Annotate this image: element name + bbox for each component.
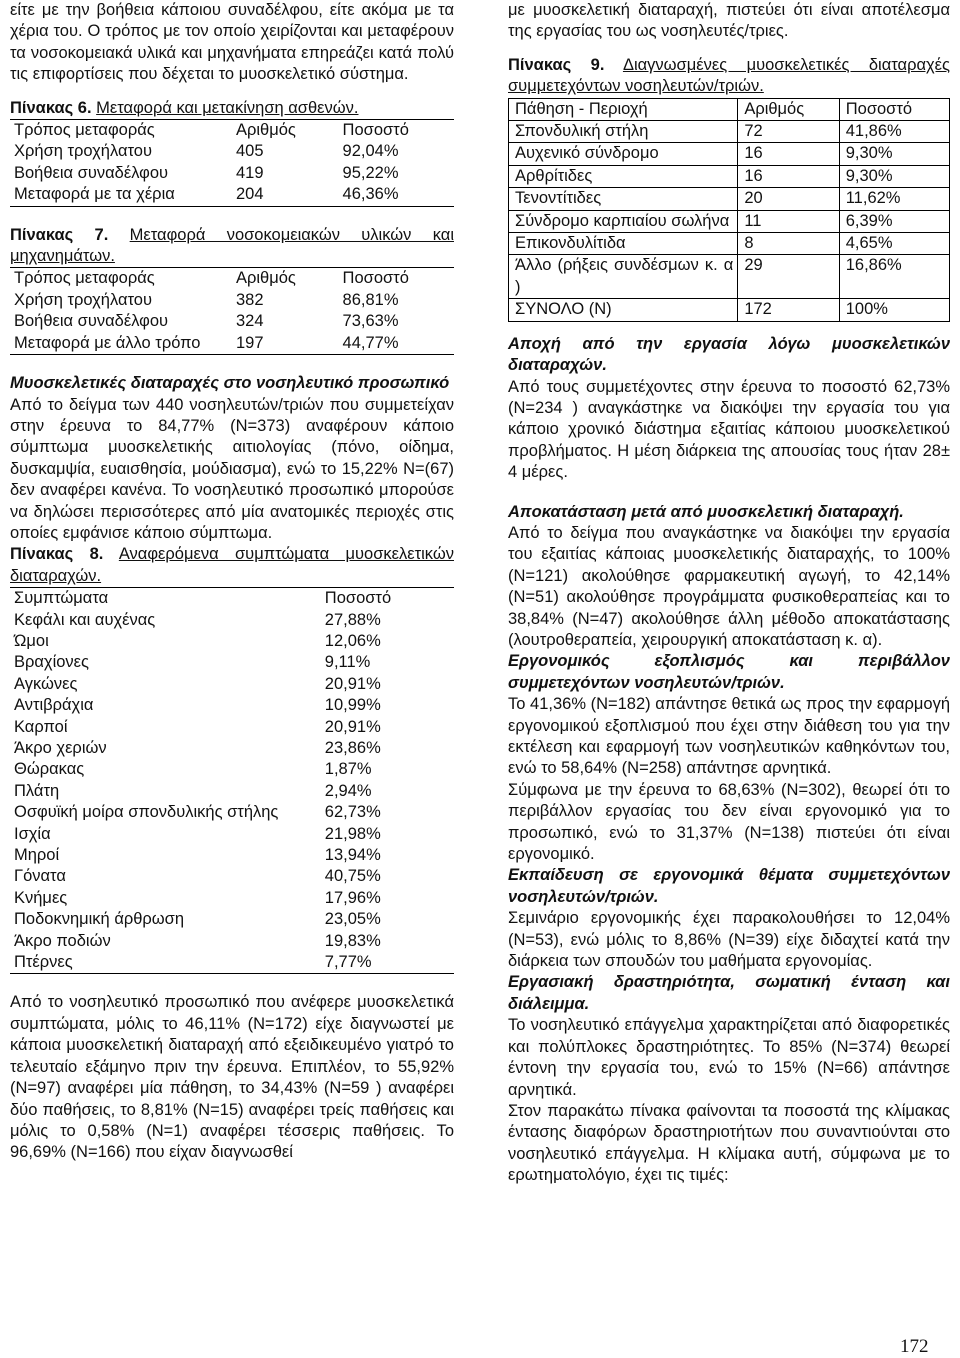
table-cell: 16,86% [839,255,949,299]
section-paragraph: Στον παρακάτω πίνακα φαίνονται τα ποσοστά της κλίμακας έντασης διαφόρων δραστηριοτήτων που συναντιούνται στο νοσηλευτικό επάγγελμα. Η κλίμακα αυτή, σύμφωνα με το ερωτηματολόγιο, έχει τις τιμές: [508,1101,950,1185]
table-cell: 7,77% [324,953,372,972]
section-paragraph: Το νοσηλευτικό επάγγελμα χαρακτηρίζεται από διαφορετικές και πολύπλοκες δραστηριότητες. Το 85% (Ν=374) θεωρεί έντονη την εργασία του, ενώ το 15% (Ν=66) απάντησε αρνητικά. [508,1016,950,1099]
table-cell: Άκρο χεριών [14,739,107,757]
table-cell: 2,94% [324,781,372,800]
table7-label: Πίνακας 7. [10,225,109,244]
table9 [508,98,950,322]
table-cell: 4,65% [839,233,949,255]
table-header-cell: Τρόπος μεταφοράς [14,121,155,140]
table-cell: Άκρο ποδιών [14,931,111,950]
table-header-cell: Πάθηση - Περιοχή [509,98,738,120]
table-header-cell: Ποσοστό [324,589,392,608]
table-cell: 62,73% [324,803,381,822]
table-cell: 382 [236,290,264,309]
table-row [10,695,454,716]
table-header-row [10,588,454,610]
table-row [10,652,454,673]
table-header-cell: Ποσοστό [342,269,409,288]
table-header-row [10,268,454,290]
table-header-cell: Αριθμός [738,98,839,120]
table-row [10,290,454,311]
table-row [10,717,454,738]
table-cell: 12,06% [324,631,381,650]
table-cell: 16 [738,165,839,187]
table9-caption [508,55,950,98]
section-heading: Αποκατάσταση μετά από μυοσκελετική διαταραχή. [508,502,904,521]
table-cell: Ώμοι [14,631,49,650]
table-cell: 92,04% [342,142,399,161]
table-cell: 23,86% [324,739,381,757]
table-cell: 324 [236,312,264,331]
table-cell: Σύνδρομο καρπιαίου σωλήνα [509,210,738,232]
section-paragraph: Σεμινάριο εργονομικής έχει παρακολουθήσει το 12,04% (Ν=53), ενώ μόλις το 8,86% (Ν=39) είχε διδαχτεί κατά την διάρκεια των σπουδών του μαθήματα εργονομίας. [508,909,950,971]
section-paragraph: Από το δείγμα που αναγκάστηκε να διακόψει την εργασία του εξαιτίας κάποιας μυοσκελετικής διαταραχής, το 100% (Ν=121) ακολούθησε φαρμακευτική αγωγή, το 42,14% (Ν=51) ακολούθησε προγράμματα φυσικοθεραπείας και το 38,84% (Ν=47) ακολούθησε άλλη μέθοδο αποκατάστασης (λουτροθεραπεία, χειρουργική αποκατάσταση κ. α). [508,523,950,649]
section-paragraph: Από τους συμμετέχοντες στην έρευνα το ποσοστό 62,73% (Ν=234 ) αναγκάστηκε να διακόψει την εργασία του για κάποιο χρονικό διάστημα εξαιτίας κάποιου μυοσκελετικού προβλήματος. Η μέση διάρκεια της απουσίας τους ήταν 28± 4 μέρες. [508,377,950,482]
table-cell: Σπονδυλική στήλη [509,121,738,143]
section-heading: Μυοσκελετικές διαταραχές στο νοσηλευτικό προσωπικό [10,374,450,393]
section-paragraph: Σύμφωνα με την έρευνα το 68,63% (Ν=302), θεωρεί ότι το περιβάλλον εργασίας του δεν είναι εργονομικό για το προσωπικό, ενώ το 31,37% (Ν=138) πιστεύει ότι είναι εργονομικό. [508,780,950,864]
table-cell: 10,99% [324,696,381,715]
table-cell: 21,98% [324,824,381,843]
table-cell: Χρήση τροχήλατου [14,142,153,161]
table-cell: ΣΥΝΟΛΟ (Ν) [509,299,738,321]
table-cell: 20,91% [324,717,381,736]
closing-paragraph: Από το νοσηλευτικό προσωπικό που ανέφερε μυοσκελετικά συμπτώματα, μόλις το 46,11% (Ν=172) είχε διαγνωστεί με κάποια μυοσκελετική διαταραχή από εξειδικευμένο γιατρό το τελευταίο εξάμηνο πριν την έρευνα. Επιπλέον, το 55,92% (Ν=97) αναφέρει μία πάθηση, το 34,43% (Ν=59 ) αναφέρει δύο παθήσεις, το 8,81% (Ν=15) αναφέρει τρείς παθήσεις και μόλις το 0,58% (Ν=1) αναφέρει τέσσερις παθήσεις. Το 96,69% (Ν=166) που είχαν διαγνωσθεί [10,993,454,1162]
table8-caption [10,544,454,587]
page-number: 172 [900,1336,929,1357]
table-cell: 100% [839,299,949,321]
table-row [10,888,454,909]
table-cell: Κεφάλι και αυχένας [14,610,156,629]
table-cell: 72 [738,121,839,143]
table6-caption [10,98,454,119]
table-row [10,952,454,974]
table-cell: 20,91% [324,674,381,693]
table-cell: Μεταφορά με άλλο τρόπο [14,333,201,352]
table-cell: Αντιβράχια [14,696,94,715]
table-row [10,781,454,802]
table-cell: Καρποί [14,717,68,736]
table-cell: 73,63% [342,312,399,331]
table-row [10,738,454,759]
table-row [509,255,950,299]
table-cell: 17,96% [324,888,381,907]
table-cell: 9,30% [839,143,949,165]
table-row [10,141,454,162]
table-cell: 13,94% [324,846,381,865]
table-cell: 16 [738,143,839,165]
table-header-cell: Αριθμός [236,269,296,288]
table-cell: Μεταφορά με τα χέρια [14,185,175,204]
table-cell: Οσφυϊκή μοίρα σπονδυλικής στήλης [14,803,279,822]
table-cell: Πλάτη [14,781,60,800]
table-header-cell: Αριθμός [236,121,296,140]
intro-paragraph: είτε με την βοήθεια κάποιου συναδέλφου, είτε ακόμα με τα χέρια του. Ο τρόπος με τον οποίο χειρίζονται και μεταφέρουν τα νοσοκομειακά υλικά και μηχανήματα επηρεάζει κατά πολύ τις επιφορτίσεις που δέχεται το μυοσκελετικό σύστημα. [10,1,454,84]
table-header-cell: Ποσοστό [839,98,949,120]
table-cell: Χρήση τροχήλατου [14,290,153,309]
table7 [10,267,454,355]
table-cell: Ισχία [14,824,51,843]
table-row [10,909,454,930]
table-row [509,188,950,210]
table-cell: 405 [236,142,264,161]
table-header-cell: Τρόπος μεταφοράς [14,269,155,288]
table-row [10,163,454,184]
table-header-cell: Ποσοστό [342,121,409,140]
table-cell: 27,88% [324,610,381,629]
table-cell: 29 [738,255,839,299]
table-cell: Κνήμες [14,888,68,907]
table8-title: Αναφερόμενα συμπτώματα μυοσκελετικών διαταραχών. [10,545,454,585]
table-cell: 6,39% [839,210,949,232]
table-cell: 20 [738,188,839,210]
table-cell: 204 [236,185,264,204]
table-row [509,233,950,255]
table-cell: Άλλο (ρήξεις συνδέσμων κ. α ) [509,255,738,299]
table-row [509,165,950,187]
table-cell: 9,11% [324,653,371,672]
table7-caption [10,225,454,268]
table-cell: 95,22% [342,163,399,182]
table-cell: Βραχίονες [14,653,89,672]
table-cell: 1,87% [324,760,372,779]
table-cell: 23,05% [324,910,381,929]
table-cell: 86,81% [342,290,399,309]
table-row [10,631,454,652]
table-header-row [509,98,950,120]
table-cell: Βοήθεια συναδέλφου [14,312,169,331]
table-row [10,184,454,206]
table-cell: 9,30% [839,165,949,187]
table6-title: Μεταφορά και μετακίνηση ασθενών. [96,98,359,117]
table-row [509,143,950,165]
table-row [10,866,454,887]
table-cell: 40,75% [324,867,381,886]
section-heading: Αποχή από την εργασία λόγω μυοσκελετικών διαταραχών. [508,334,950,375]
section-heading: Εκπαίδευση σε εργονομικά θέματα συμμετεχόντων νοσηλευτών/τριών. [508,866,950,906]
table-cell: 41,86% [839,121,949,143]
table-cell: 11,62% [839,188,949,210]
table-row [509,121,950,143]
table8-label: Πίνακας 8. [10,545,104,564]
table-cell: Αγκώνες [14,674,78,693]
table-row [10,674,454,695]
section-heading: Εργασιακή δραστηριότητα, σωματική ένταση και διάλειμμα. [508,973,950,1013]
table7-title: Μεταφορά νοσοκομειακών υλικών και μηχανημάτων. [10,225,454,266]
table-row [10,931,454,952]
table-cell: Ποδοκνημική άρθρωση [14,910,185,929]
table-row [10,802,454,823]
table6-label: Πίνακας 6. [10,98,92,117]
table-cell: 8 [738,233,839,255]
table9-title: Διαγνωσμένες μυοσκελετικές διαταραχές συμμετεχόντων νοσηλευτών/τριών. [508,55,950,96]
intro-paragraph: με μυοσκελετική διαταραχή, πιστεύει ότι είναι αποτέλεσμα της εργασίας του ως νοσηλευτές/τριες. [508,1,950,41]
table-header-cell: Συμπτώματα [14,589,109,608]
table-cell: 172 [738,299,839,321]
table6 [10,119,454,207]
table-header-row [10,120,454,142]
table-cell: 44,77% [342,333,399,352]
table-cell: 46,36% [342,185,399,204]
table9-label: Πίνακας 9. [508,55,605,74]
table-row [509,299,950,321]
table-row [509,210,950,232]
table-row [10,759,454,780]
table-cell: 419 [236,163,264,182]
table-row [10,610,454,631]
table-cell: Επικονδυλίτιδα [509,233,738,255]
right-column [508,0,950,1187]
table-cell: Μηροί [14,846,60,865]
section-paragraph: Το 41,36% (Ν=182) απάντησε θετικά ως προς την εφαρμογή εργονομικού εξοπλισμού που έχει στην διάθεση του για την εκτέλεση και εφαρμογή των νοσηλευτικών καθηκόντων του, ενώ το 58,64% (Ν=258) απάντησε αρνητικά. [508,695,950,778]
left-column [10,0,454,1164]
table-cell: Τενοντίτιδες [509,188,738,210]
table-row [10,333,454,355]
table-row [10,845,454,866]
table-cell: 11 [738,210,839,232]
table-cell: 19,83% [324,931,381,950]
table-cell: Αρθρίτιδες [509,165,738,187]
table-row [10,824,454,845]
table-row [10,311,454,332]
table-cell: Βοήθεια συναδέλφου [14,163,169,182]
section-paragraph: Από το δείγμα των 440 νοσηλευτών/τριών που συμμετείχαν στην έρευνα το 84,77% (Ν=373) αναφέρουν κάποιο σύμπτωμα μυοσκελετικής αιτιολογίας (πόνο, οίδημα, δυσκαμψία, ευαισθησία, μούδιασμα), ενώ το 15,22% Ν=(67) δεν αναφέρει κανένα. Το νοσηλευτικό προσωπικό μπορούσε να δηλώσει περισσότερες από μία ανατομικές περιοχές στις οποίες εμφάνισε κάποιο σύμπτωμα. [10,395,454,542]
table-cell: Αυχενικό σύνδρομο [509,143,738,165]
table8 [10,587,454,974]
table-cell: Πτέρνες [14,953,73,972]
table-cell: Γόνατα [14,867,66,886]
section-heading: Εργονομικός εξοπλισμός και περιβάλλον συμμετεχόντων νοσηλευτών/τριών. [508,652,950,692]
table-cell: Θώρακας [14,760,85,779]
table-cell: 197 [236,333,264,352]
